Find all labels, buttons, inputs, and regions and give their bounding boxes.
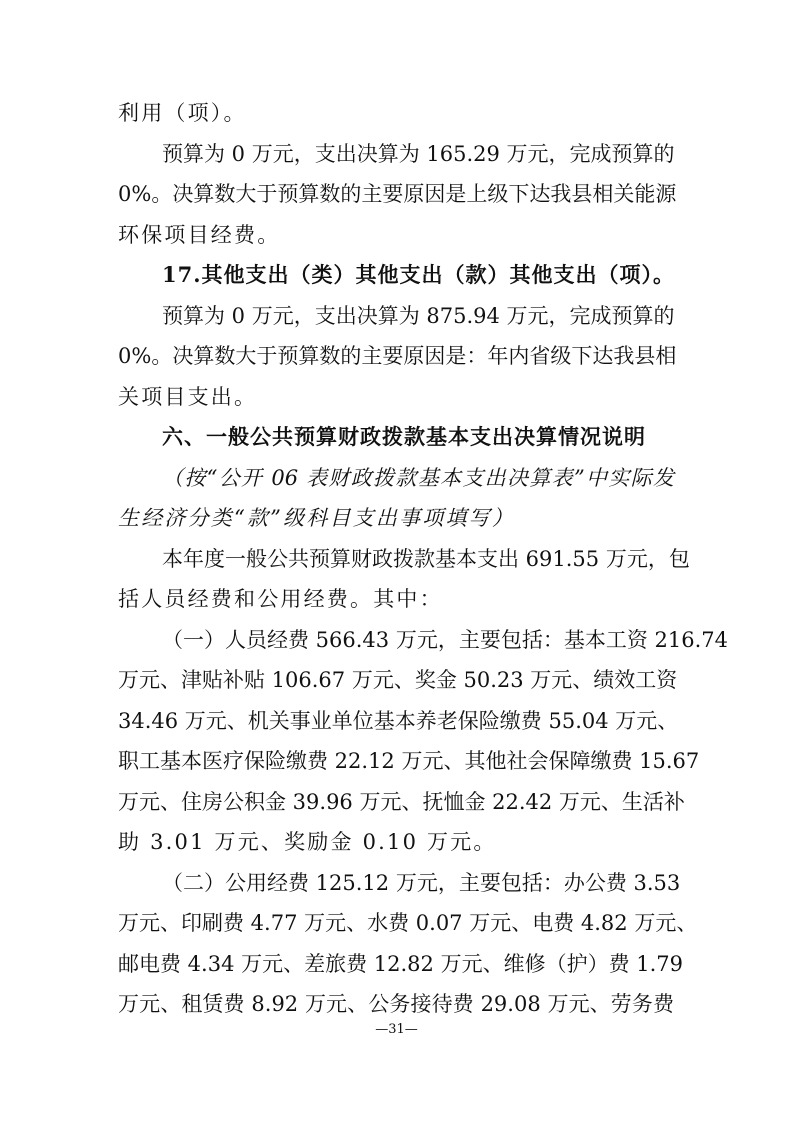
paragraph-line: 关项目支出。 bbox=[118, 385, 258, 409]
paragraph-line: 万元、印刷费 4.77 万元、水费 0.07 万元、电费 4.82 万元、 bbox=[118, 911, 698, 935]
subheading: 17.其他支出（类）其他支出（款）其他支出（项）。 bbox=[162, 262, 676, 287]
paragraph-line: 预算为 0 万元，支出决算为 875.94 万元，完成预算的 bbox=[162, 304, 675, 328]
section-title: 六、一般公共预算财政拨款基本支出决算情况说明 bbox=[162, 425, 646, 449]
instruction-note: 生经济分类“款”级科目支出事项填写） bbox=[118, 506, 516, 530]
paragraph-line: 0%。决算数大于预算数的主要原因是上级下达我县相关能源 bbox=[118, 182, 677, 206]
paragraph-line: 助 3.01 万元、奖励金 0.10 万元。 bbox=[118, 830, 497, 854]
paragraph-line: 环保项目经费。 bbox=[118, 223, 281, 247]
paragraph-line: 万元、津贴补贴 106.67 万元、奖金 50.23 万元、绩效工资 bbox=[118, 668, 678, 692]
instruction-note: （按“公开 06 表财政拨款基本支出决算表”中实际发 bbox=[162, 466, 674, 490]
paragraph-line: 利用（项）。 bbox=[118, 101, 247, 125]
page-number: —31— bbox=[375, 1022, 418, 1037]
paragraph-line: （一）人员经费 566.43 万元，主要包括：基本工资 216.74 bbox=[162, 628, 728, 652]
paragraph-line: 括人员经费和公用经费。其中： bbox=[118, 587, 443, 611]
paragraph-line: 34.46 万元、机关事业单位基本养老保险缴费 55.04 万元、 bbox=[118, 709, 679, 733]
paragraph-line: 邮电费 4.34 万元、差旅费 12.82 万元、维修（护）费 1.79 bbox=[118, 952, 684, 976]
paragraph-line: 本年度一般公共预算财政拨款基本支出 691.55 万元，包 bbox=[162, 547, 690, 571]
paragraph-line: 万元、租赁费 8.92 万元、公务接待费 29.08 万元、劳务费 bbox=[118, 992, 674, 1016]
paragraph-line: 万元、住房公积金 39.96 万元、抚恤金 22.42 万元、生活补 bbox=[118, 790, 685, 814]
paragraph-line: 0%。决算数大于预算数的主要原因是：年内省级下达我县相 bbox=[118, 344, 677, 368]
paragraph-line: 职工基本医疗保险缴费 22.12 万元、其他社会保障缴费 15.67 bbox=[118, 749, 700, 773]
paragraph-line: （二）公用经费 125.12 万元，主要包括：办公费 3.53 bbox=[162, 871, 681, 895]
paragraph-line: 预算为 0 万元，支出决算为 165.29 万元，完成预算的 bbox=[162, 142, 675, 166]
